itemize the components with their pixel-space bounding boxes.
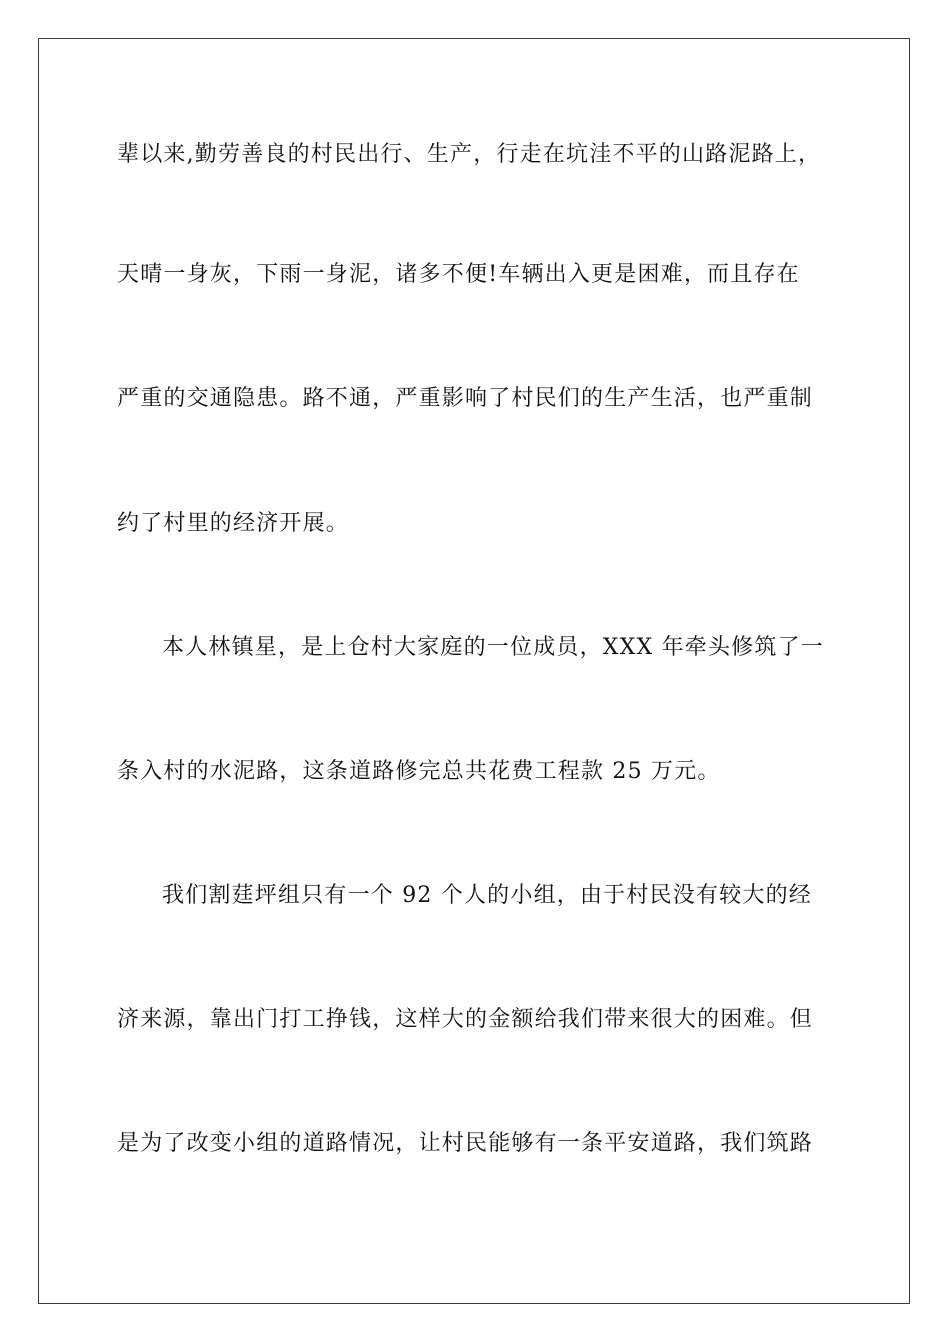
text-line-5: 本人林镇星，是上仓村大家庭的一位成员，XXX 年牵头修筑了一 bbox=[162, 635, 824, 660]
page-border bbox=[38, 38, 910, 1304]
text-line-9: 是为了改变小组的道路情况，让村民能够有一条平安道路，我们筑路 bbox=[117, 1131, 814, 1156]
text-line-1: 辈以来,勤劳善良的村民出行、生产，行走在坑洼不平的山路泥路上， bbox=[117, 142, 822, 167]
text-line-6: 条入村的水泥路，这条道路修完总共花费工程款 25 万元。 bbox=[117, 759, 721, 784]
text-line-2: 天晴一身灰，下雨一身泥，诸多不便!车辆出入更是困难，而且存在 bbox=[117, 262, 800, 287]
text-line-3: 严重的交通隐患。路不通，严重影响了村民们的生产生活，也严重制 bbox=[117, 386, 814, 411]
text-line-7: 我们割莛坪组只有一个 92 个人的小组，由于村民没有较大的经 bbox=[162, 883, 812, 908]
text-line-8: 济来源，靠出门打工挣钱，这样大的金额给我们带来很大的困难。但 bbox=[117, 1007, 814, 1032]
text-line-4: 约了村里的经济开展。 bbox=[117, 511, 350, 536]
